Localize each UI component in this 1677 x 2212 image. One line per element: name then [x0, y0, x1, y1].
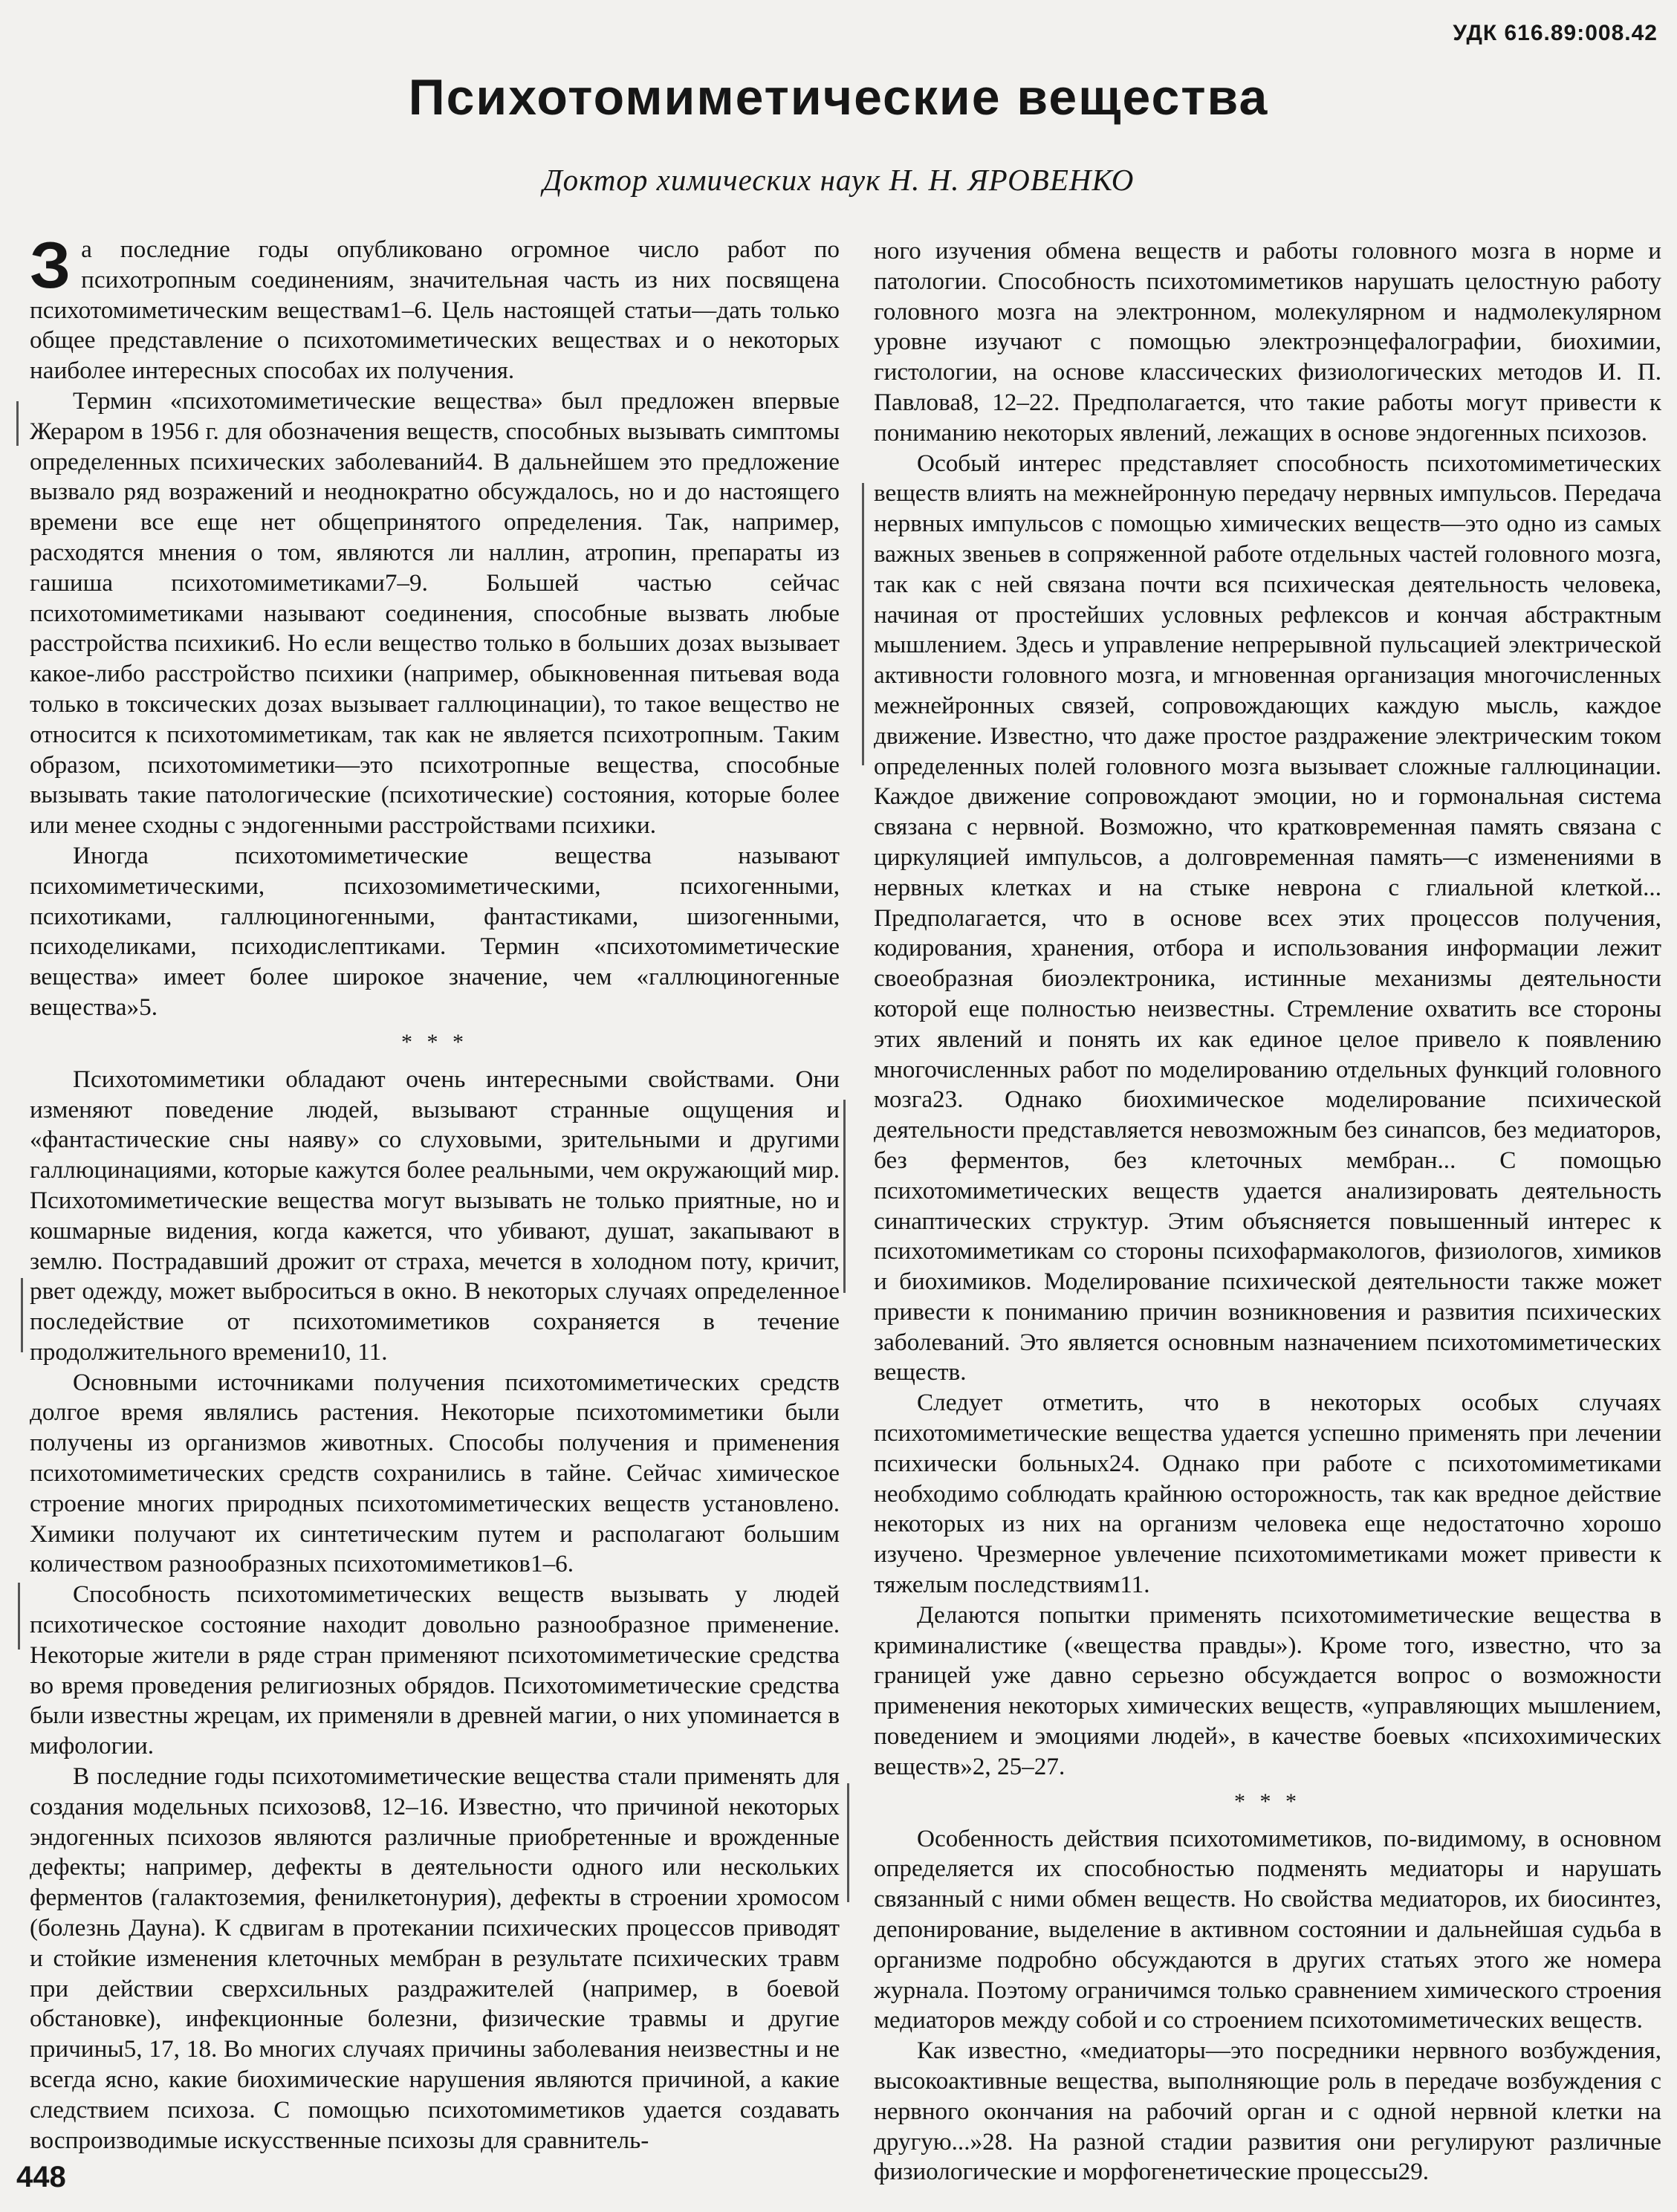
paragraph: Основными источниками получения психотомиметических средств долгое время являлись растения. Некоторые психотомиметики были получены из организмов животных. Способы получения и применения психотомиметических средств сохранились в тайне. Сейчас химическое строение многих природных психотомиметических веществ установлено. Химики получают их синтетическим путем и располагают большим количеством разнообразных психотомиметиков1–6. [30, 1368, 840, 1578]
section-separator: * * * [401, 1029, 468, 1054]
margin-pencil-mark [843, 1100, 846, 1293]
paragraph: Следует отметить, что в некоторых особых случаях психотомиметические вещества удается успешно применять при лечении психически больных24. Однако при работе с психотомиметиками необходимо соблюдать крайнюю осторожность, так как вредное действие некоторых из них на организм человека еще недостаточно хорошо изучено. Чрезмерное увлечение психотомиметиками может привести к тяжелым последствиям11. [874, 1389, 1661, 1599]
paragraph-text: а последние годы опубликовано огромное число работ по психотропным соединениям, значительная часть из них посвящена психотомиметическим веществам1–6. Цель настоящей статьи—дать только общее представление о психотомиметических веществах и о некоторых наиболее интересных способах их получения. [30, 236, 840, 385]
right-column [874, 236, 1661, 2187]
paragraph [30, 228, 840, 386]
paragraph: Особый интерес представляет способность психотомиметических веществ влиять на межнейронную передачу нервных импульсов. Передача нервных импульсов с помощью химических веществ—это одно из самых важных звеньев в сопряженной работе отдельных частей головного мозга, так как с ней связана почти вся психическая деятельность человека, начиная от простейших условных рефлексов и кончая абстрактным мышлением. Здесь и управление непрерывной пульсацией электрической активности головного мозга, и мгновенная организация многочисленных межнейронных связей, сопровождающих каждую мысль, каждое движение. Известно, что даже простое раздражение электрическим током определенных полей головного мозга вызывает сложные галлюцинации. Каждое движение сопровождают эмоции, но и гормональная система связана с нервной. Возможно, что кратковременная память связана с циркуляцией импульсов, а долговременная память—с изменениями в нервных клетках и на стыке неврона с глиальной клеткой... Предполагается, что в основе всех этих процессов получения, кодирования, хранения, отбора и использования информации лежит своеобразная биоэлектроника, истинные механизмы деятельности которой еще полностью неизвестны. Стремление охватить все стороны этих явлений и понять их как единое целое привело к появлению многочисленных работ по моделированию отдельных функций головного мозга23. Однако биохимическое моделирование психической деятельности представляется невозможным без синапсов, без медиаторов, без ферментов, без клеточных мембран... С помощью психотомиметических веществ удается анализировать деятельность синаптических структур. Этим объясняется повышенный интерес к психотомиметикам со стороны психофармакологов, физиологов, химиков и биохимиков. Моделирование психической деятельности также может привести к пониманию причин возникновения и развития психических заболеваний. Это является основным назначением психотомиметических веществ. [874, 449, 1661, 1386]
paragraph: ного изучения обмена веществ и работы головного мозга в норме и патологии. Способность психотомиметиков нарушать целостную работу головного мозга на электронном, молекулярном и надмолекулярном уровне изучают с помощью электроэнцефалографии, биохимии, гистологии, на основе классических физиологических методов И. П. Павлова8, 12–22. Предполагается, что такие работы могут привести к пониманию некоторых явлений, лежащих в основе эндогенных психозов. [874, 237, 1661, 447]
paragraph: Способность психотомиметических веществ вызывать у людей психотическое состояние находит довольно разнообразное применение. Некоторые жители в ряде стран применяют психотомиметические средства во время проведения религиозных обрядов. Психотомиметические средства были известны жрецам, их применяли в древней магии, о них упоминается в мифологии. [30, 1580, 840, 1760]
paragraph: Делаются попытки применять психотомиметические вещества в криминалистике («вещества правды»). Кроме того, известно, что за границей уже давно серьезно обсуждается вопрос о возможности применения некоторых химических веществ, «управляющих мышлением, поведением и эмоциями людей», в качестве боевых «психохимических веществ»2, 25–27. [874, 1600, 1661, 1780]
margin-pencil-mark [16, 401, 19, 446]
margin-pencil-mark [21, 1278, 23, 1352]
paragraph: Особенность действия психотомиметиков, по-видимому, в основном определяется их способностью подменять медиаторы и нарушать связанный с ними обмен веществ. Но свойства медиаторов, их биосинтез, депонирование, выделение в активном состоянии и дальнейшая судьба в организме подробно обсуждаются в других статьях этого же номера журнала. Поэтому ограничимся только сравнением химического строения медиаторов между собой и со строением психотомиметических веществ. [874, 1824, 1661, 2034]
page-number: 448 [16, 2161, 66, 2193]
paragraph: Иногда психотомиметические вещества называют психомиметическими, психозомиметическими, психогенными, психотиками, галлюциногенными, фантастиками, шизогенными, психоделиками, психодислептиками. Термин «психотомиметические вещества» имеет более широкое значение, чем «галлюциногенные вещества»5. [30, 841, 840, 1021]
paragraph: Психотомиметики обладают очень интересными свойствами. Они изменяют поведение людей, вызывают странные ощущения и «фантастические сны наяву» со слуховыми, зрительными и другими галлюцинациями, которые кажутся более реальными, чем окружающий мир. Психотомиметические вещества могут вызывать не только приятные, но и кошмарные видения, когда кажется, что убивают, душат, закапывают в землю. Пострадавший дрожит от страха, мечется в холодном поту, кричит, рвет одежду, может выброситься в окно. В некоторых случаях определенное последействие от психотомиметиков сохраняется в течение продолжительного времени10, 11. [30, 1065, 840, 1366]
drop-cap: З [30, 228, 71, 302]
margin-pencil-mark [847, 1783, 849, 1902]
article-author: Доктор химических наук Н. Н. ЯРОВЕНКО [542, 163, 1135, 197]
paragraph: Как известно, «медиаторы—это посредники нервного возбуждения, высокоактивные вещества, выполняющие роль в передаче возбуждения с нервного окончания на рабочий орган и с одной нервной клетки на другую...»28. На разной стадии развития они регулируют различные физиологические и морфогенетические процессы29. [874, 2037, 1661, 2186]
udk-code: УДК 616.89:008.42 [1453, 21, 1658, 45]
margin-pencil-mark [18, 1583, 20, 1650]
paragraph: Термин «психотомиметические вещества» был предложен впервые Жераром в 1956 г. для обозначения веществ, способных вызывать симптомы определенных психических заболеваний4. В дальнейшем это предложение вызвало ряд возражений и неоднократно обсуждалось, но и до настоящего времени все еще нет общепринятого определения. Так, например, расходятся мнения о том, являются ли наллин, атропин, препараты из гашиша психотомиметиками7–9. Большей частью сейчас психотомиметиками называют соединения, способные вызвать любые расстройства психики6. Но если вещество только в больших дозах вызывает какое-либо расстройство психики (например, обыкновенная питьевая вода только в токсических дозах вызывает галлюцинации), то такое вещество не относится к психотомиметикам, так как не является психотропным. Таким образом, психотомиметики—это психотропные вещества, способные вызывать такие патологические (психотические) состояния, которые более или менее сходны с эндогенными расстройствами психики. [30, 386, 840, 840]
article-title: Психотомиметические вещества [408, 69, 1269, 126]
section-separator: * * * [1234, 1788, 1301, 1814]
margin-pencil-mark [862, 483, 864, 765]
paragraph: В последние годы психотомиметические вещества стали применять для создания модельных психозов8, 12–16. Известно, что причиной некоторых эндогенных психозов являются различные приобретенные и врожденные дефекты; например, дефекты в деятельности одного или нескольких ферментов (галактоземия, фенилкетонурия), дефекты в строении хромосом (болезнь Дауна). К сдвигам в протекании психических процессов приводят и стойкие изменения клеточных мембран в результате психических травм при действии сверхсильных раздражителей (например, в боевой обстановке), инфекционные болезни, физические травмы и другие причины5, 17, 18. Во многих случаях причины заболевания неизвестны и не всегда ясно, какие биохимические нарушения являются причиной, а какие следствием психоза. С помощью психотомиметиков удается создавать воспроизводимые искусственные психозы для сравнитель- [30, 1762, 840, 2154]
left-column [30, 228, 840, 2156]
